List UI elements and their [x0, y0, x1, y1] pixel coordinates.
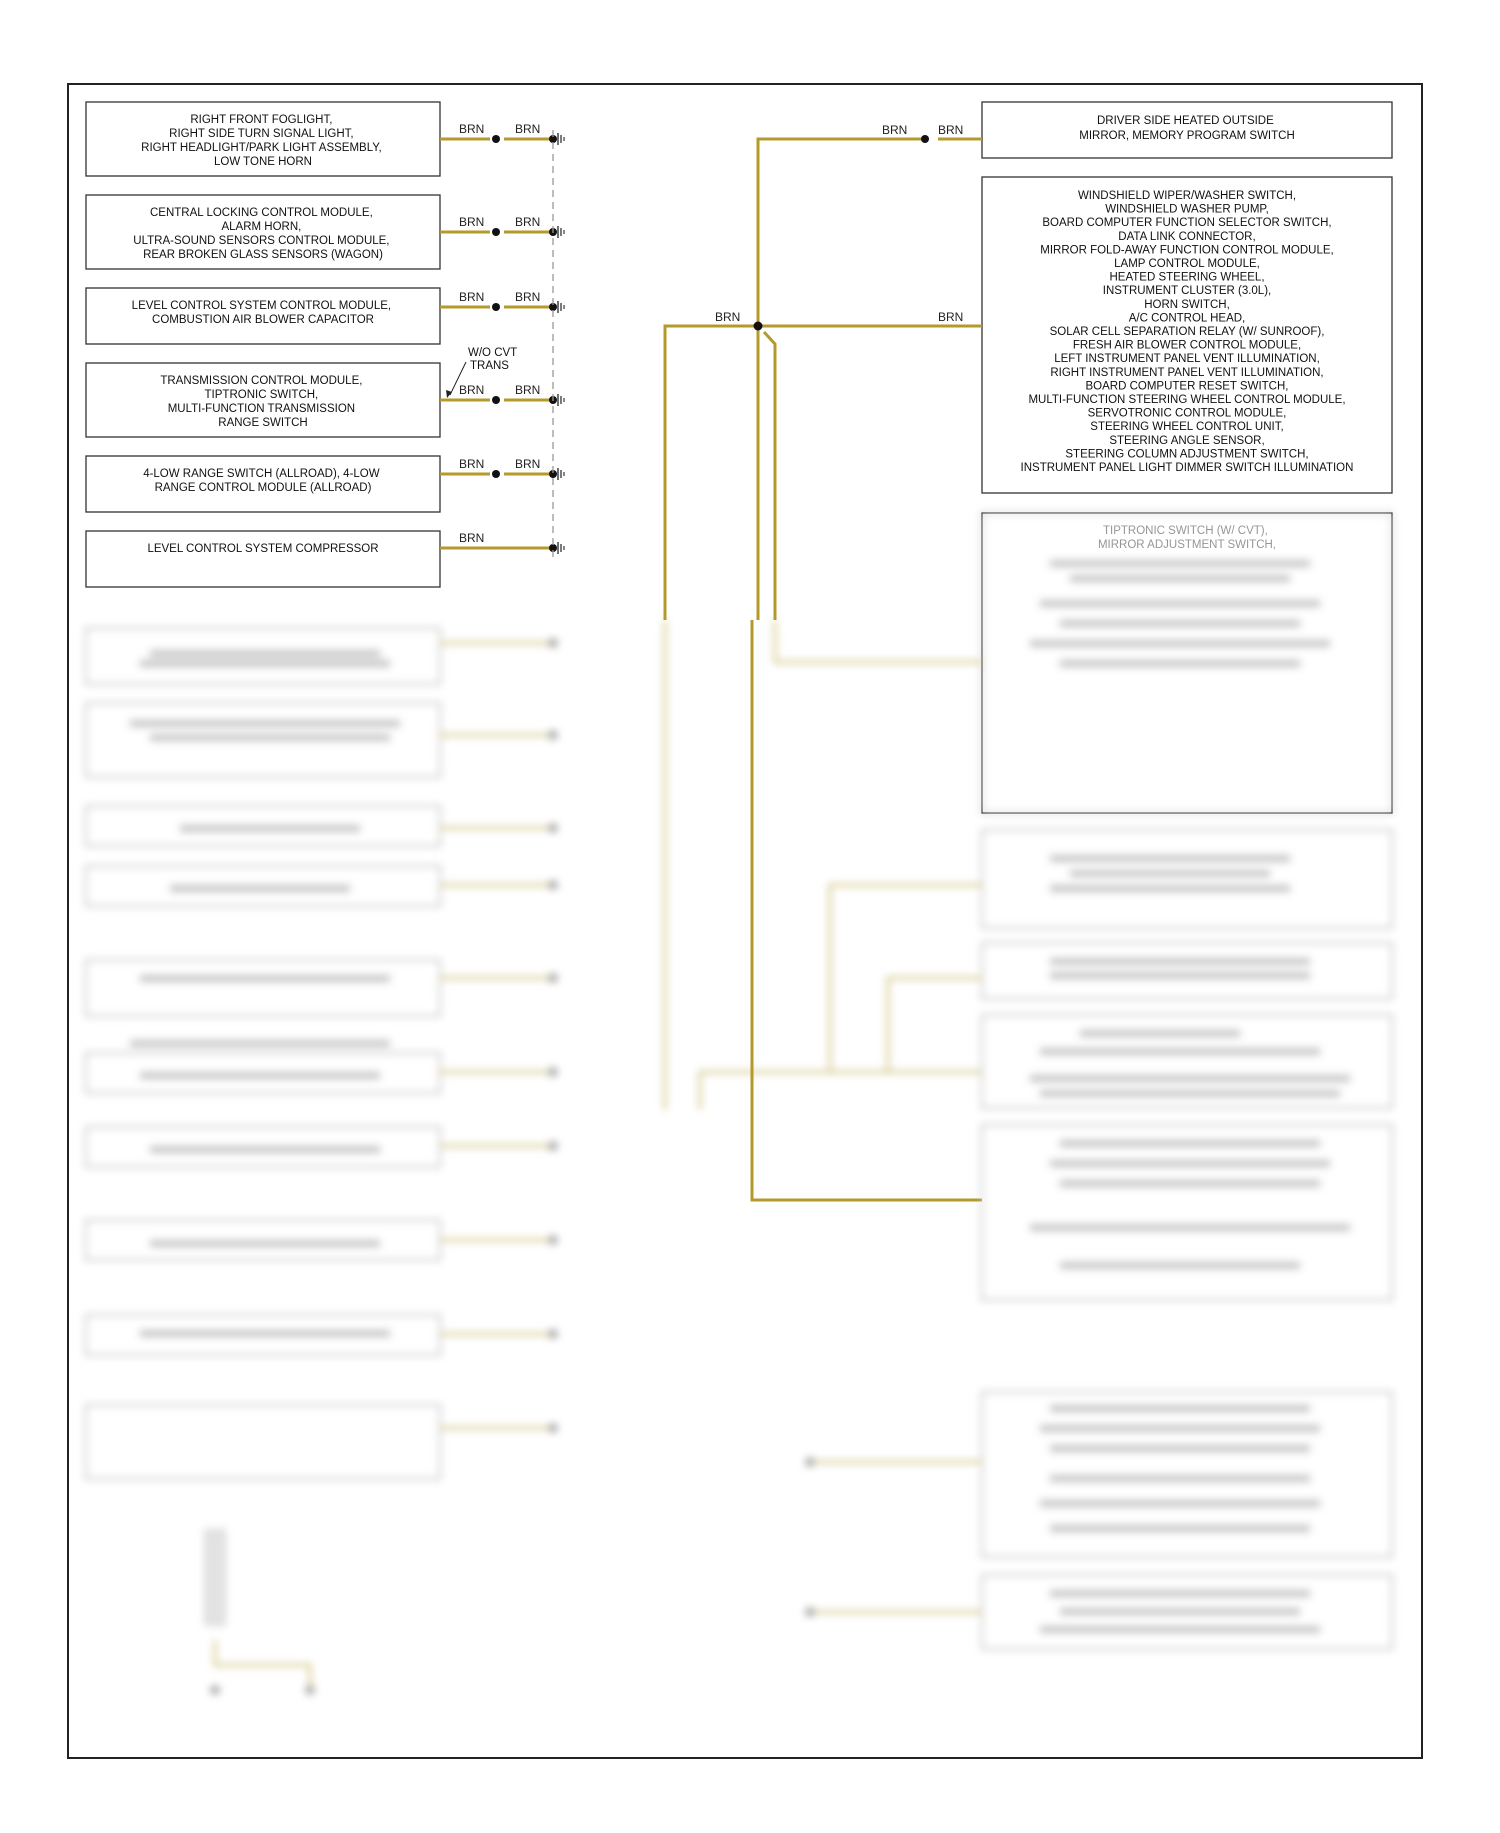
- right-box-2-line: BOARD COMPUTER RESET SWITCH,: [1085, 380, 1289, 393]
- svg-text:W/O CVT: W/O CVT: [468, 347, 518, 359]
- svg-text:LEVEL CONTROL SYSTEM COMPRESSO: LEVEL CONTROL SYSTEM COMPRESSOR: [147, 543, 379, 555]
- svg-text:4-LOW RANGE SWITCH (ALLROAD),: 4-LOW RANGE SWITCH (ALLROAD), 4-LOW RANGE CONTROL MODULE (ALLROAD): [143, 468, 380, 494]
- left-component-box-1: [86, 102, 440, 176]
- right-box-2-line: FRESH AIR BLOWER CONTROL MODULE,: [1072, 339, 1302, 352]
- left-wires: [440, 122, 564, 554]
- right-box-2-line: A/C CONTROL HEAD,: [1128, 312, 1246, 325]
- svg-text:LEVEL CONTROL SYSTEM CONTROL M: LEVEL CONTROL SYSTEM CONTROL MODULE, COMBUSTION AIR BLOWER CAPACITOR: [131, 300, 392, 326]
- right-box-2-line: LEFT INSTRUMENT PANEL VENT ILLUMINATION,: [1054, 353, 1320, 366]
- svg-text:BRN: BRN: [938, 123, 964, 137]
- right-box-2-line: MULTI-FUNCTION STEERING WHEEL CONTROL MODULE,: [1028, 394, 1346, 406]
- wire-label: BRN: [459, 531, 485, 545]
- svg-text:DRIVER SIDE HEATED OUTSIDE: DRIVER SIDE HEATED OUTSIDE MIRROR, MEMORY PROGRAM SWITCH: [1079, 115, 1295, 142]
- right-box-2-line: SERVOTRONIC CONTROL MODULE,: [1087, 407, 1287, 420]
- svg-text:TRANSMISSION CONTROL MODULE,: TRANSMISSION CONTROL MODULE, TIPTRONIC SWITCH, MULTI-FUNCTION TRANSMISSION RANGE SWITCH: [160, 375, 363, 429]
- left-component-box-4: [86, 363, 440, 437]
- svg-text:RIGHT FRONT FOGLIGHT,: RIGHT FRONT FOGLIGHT, RIGHT SIDE TURN SIGNAL LIGHT, RIGHT HEADLIGHT/PARK LIGHT ASSEMBLY, LOW TONE HORN: [141, 114, 382, 168]
- wire-label: BRN: [515, 457, 541, 471]
- wire-label: BRN: [515, 122, 541, 136]
- wire-label: BRN: [515, 383, 541, 397]
- splice-dot: [492, 470, 500, 478]
- wire-label: BRN: [515, 290, 541, 304]
- left-component-box-3: [86, 288, 440, 344]
- right-box-2-line: SOLAR CELL SEPARATION RELAY (W/ SUNROOF),: [1049, 326, 1325, 338]
- svg-text:TRANS: TRANS: [470, 360, 509, 372]
- right-box-2-line: LAMP CONTROL MODULE,: [1114, 258, 1260, 270]
- wire-label: BRN: [459, 457, 485, 471]
- wire-label: BRN: [459, 215, 485, 229]
- right-box-2-line: MIRROR FOLD-AWAY FUNCTION CONTROL MODULE,: [1040, 244, 1334, 257]
- svg-text:BRN: BRN: [715, 310, 741, 324]
- right-box-2-line: INSTRUMENT PANEL LIGHT DIMMER SWITCH ILLUMINATION: [1020, 462, 1354, 474]
- right-box-2-line: HORN SWITCH,: [1144, 298, 1230, 311]
- splice-dot: [492, 303, 500, 311]
- right-box-2-line: WINDSHIELD WIPER/WASHER SWITCH,: [1077, 190, 1297, 202]
- splice-dot: [492, 396, 500, 404]
- wire-label: BRN: [459, 290, 485, 304]
- right-box-2-line: STEERING ANGLE SENSOR,: [1109, 434, 1265, 447]
- right-component-box-1: [982, 102, 1392, 158]
- svg-text:BRN: BRN: [938, 310, 964, 324]
- right-box-2-line: INSTRUMENT CLUSTER (3.0L),: [1102, 285, 1272, 298]
- blurred-lower-section: [86, 513, 1392, 1695]
- wire-label: BRN: [459, 122, 485, 136]
- right-box-2-line: STEERING COLUMN ADJUSTMENT SWITCH,: [1065, 448, 1309, 461]
- right-box-2-line: STEERING WHEEL CONTROL UNIT,: [1090, 421, 1284, 434]
- svg-text:BRN: BRN: [882, 123, 908, 137]
- left-component-box-2: [86, 195, 440, 269]
- right-component-box-2: [982, 177, 1392, 493]
- svg-text:CENTRAL LOCKING CONTROL MODULE: CENTRAL LOCKING CONTROL MODULE, ALARM HORN, ULTRA-SOUND SENSORS CONTROL MODULE, REAR BROKEN GLASS SENSORS (WAGON): [133, 207, 390, 261]
- splice-dot: [492, 135, 500, 143]
- right-box-2-line: BOARD COMPUTER FUNCTION SELECTOR SWITCH,: [1042, 217, 1332, 230]
- left-component-box-5: [86, 456, 440, 512]
- right-box-2-line: WINDSHIELD WASHER PUMP,: [1105, 203, 1269, 216]
- splice-dot: [492, 228, 500, 236]
- left-component-box-6: [86, 531, 440, 587]
- wire-label: BRN: [459, 383, 485, 397]
- right-box-2-line: DATA LINK CONNECTOR,: [1118, 230, 1256, 243]
- wire-label: BRN: [515, 215, 541, 229]
- right-box-2-line: RIGHT INSTRUMENT PANEL VENT ILLUMINATION,: [1050, 366, 1324, 379]
- right-box-2-line: HEATED STEERING WHEEL,: [1109, 271, 1265, 284]
